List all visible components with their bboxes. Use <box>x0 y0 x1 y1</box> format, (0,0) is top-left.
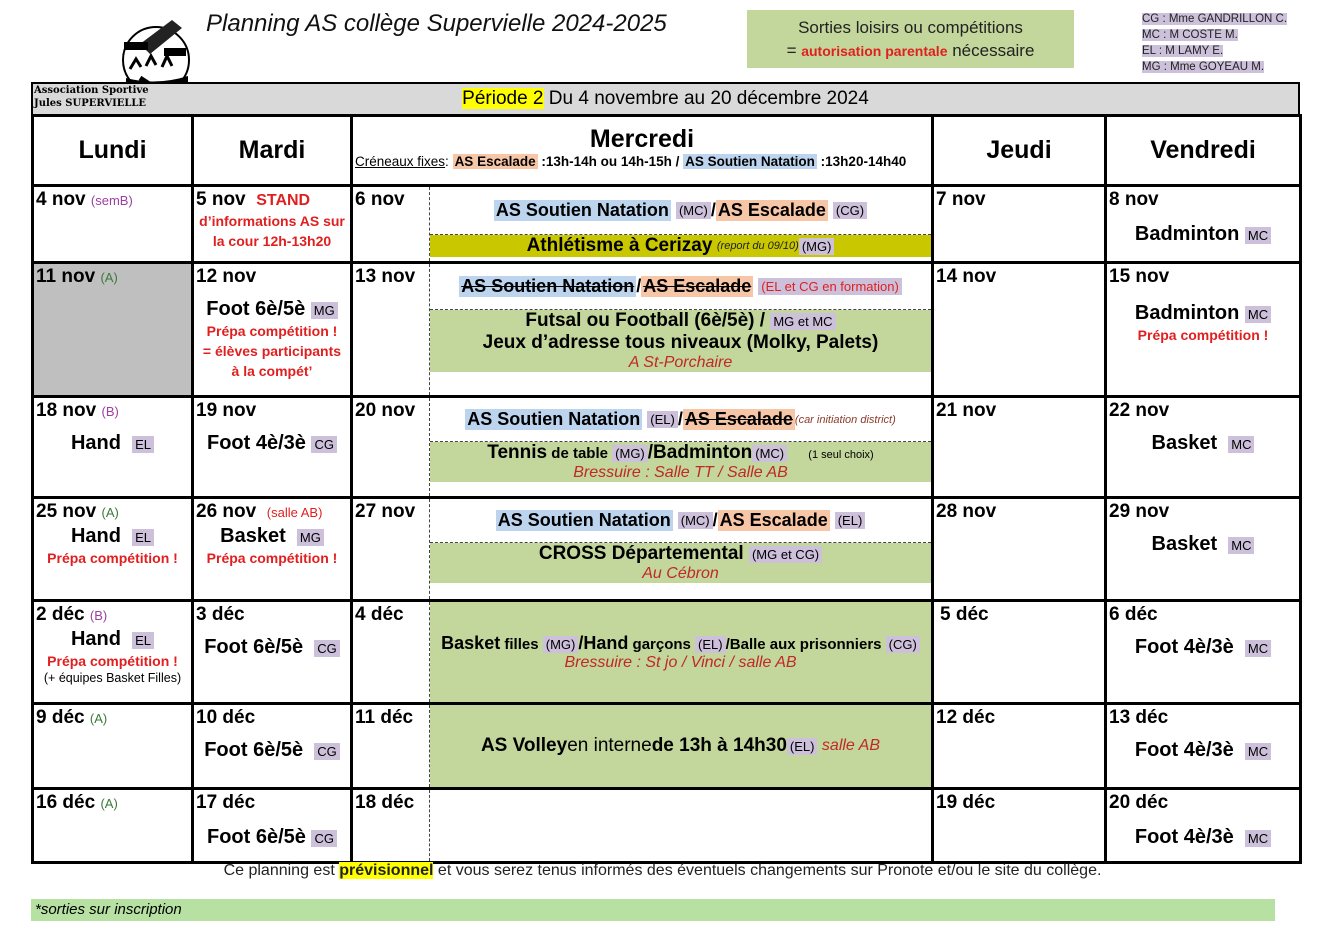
wednesday-activities: Basket filles (MG) /Hand garçons (EL) /Balle aux prisonniers (CG) Bressuire : St jo / Vinci / salle AB <box>430 601 933 704</box>
day-cell: 25 nov (A) Hand EL Prépa compétition ! <box>33 498 193 601</box>
day-cell: 19 nov Foot 4è/3è CG <box>193 397 352 498</box>
day-cell: 16 déc (A) <box>33 789 193 863</box>
day-cell: 5 déc <box>933 601 1106 704</box>
col-lundi: Lundi <box>33 116 193 186</box>
day-cell: 18 nov (B) Hand EL <box>33 397 193 498</box>
wednesday-activities: AS Soutien Natation (MC) / AS Escalade (CG) Athlétisme à Cerizay (report du 09/10) (MG) <box>430 186 933 263</box>
wednesday-activities: AS Soutien Natation (MC) / AS Escalade (EL) CROSS Départemental (MG et CG) Au Cébron <box>430 498 933 601</box>
wednesday-activities: AS Volley en interne de 13h à 14h30 (EL) salle AB <box>430 704 933 789</box>
week-row <box>33 186 1301 263</box>
wednesday-activities: AS Soutien Natation / AS Escalade (EL et CG en formation) Futsal ou Football (6è/5è) / MG et MC Jeux d’adresse tous niveaux (Molky, Palets) A St-Porchaire <box>430 263 933 397</box>
day-cell-holiday: 11 nov (A) <box>33 263 193 397</box>
legend-item: EL : M LAMY E. <box>1142 45 1224 57</box>
association-name: Association Sportive Jules SUPERVIELLE <box>34 85 149 109</box>
col-jeudi: Jeudi <box>933 116 1106 186</box>
period-dates: Du 4 novembre au 20 décembre 2024 <box>543 88 869 109</box>
teacher-legend <box>1142 11 1287 75</box>
week-row <box>33 601 1301 704</box>
day-cell: 29 nov Basket MC <box>1106 498 1301 601</box>
day-cell: 18 déc <box>352 789 430 863</box>
legend-item: MC : M COSTE M. <box>1142 29 1238 41</box>
period-label: Période 2 <box>462 88 544 109</box>
week-row <box>33 789 1301 863</box>
day-cell: 2 déc (B) Hand EL Prépa compétition ! (+ équipes Basket Filles) <box>33 601 193 704</box>
day-cell: 15 nov Badminton MC Prépa compétition ! <box>1106 263 1301 397</box>
authorization-notice <box>747 10 1074 68</box>
notice-line1: Sorties loisirs ou compétitions <box>798 18 1023 37</box>
day-cell: 10 déc Foot 6è/5è CG <box>193 704 352 789</box>
day-cell: 6 nov <box>352 186 430 263</box>
week-row <box>33 263 1301 397</box>
day-cell: 17 déc Foot 6è/5è CG <box>193 789 352 863</box>
col-mercredi: Mercredi Créneaux fixes: AS Escalade :13h-14h ou 14h-15h / AS Soutien Natation :13h20-14h40 <box>352 116 933 186</box>
day-cell: 9 déc (A) <box>33 704 193 789</box>
day-cell: 13 nov <box>352 263 430 397</box>
day-cell: 8 nov Badminton MC <box>1106 186 1301 263</box>
day-cell: 12 nov Foot 6è/5è MG Prépa compétition ! = élèves participants à la compét’ <box>193 263 352 397</box>
period-banner <box>31 82 1300 116</box>
day-cell: 12 déc <box>933 704 1106 789</box>
day-cell: 28 nov <box>933 498 1106 601</box>
notice-line2: = autorisation parentale nécessaire <box>786 41 1035 60</box>
week-row <box>33 498 1301 601</box>
day-cell: 5 nov STAND d’informations AS sur la cour 12h-13h20 <box>193 186 352 263</box>
day-cell: 6 déc Foot 4è/3è MC <box>1106 601 1301 704</box>
wednesday-activities: AS Soutien Natation (EL) / AS Escalade (car initiation district) Tennis de table (MG) /Badminton (MC) (1 seul choix) Bressuire : Salle TT / Salle AB <box>430 397 933 498</box>
fixed-slots: Créneaux fixes: AS Escalade :13h-14h ou 14h-15h / AS Soutien Natation :13h20-14h40 <box>355 154 907 169</box>
legend-item: CG : Mme GANDRILLON C. <box>1142 13 1288 25</box>
day-cell: 7 nov <box>933 186 1106 263</box>
day-cell: 4 déc <box>352 601 430 704</box>
col-vendredi: Vendredi <box>1106 116 1301 186</box>
day-cell: 3 déc Foot 6è/5è CG <box>193 601 352 704</box>
provisional-notice: Ce planning est prévisionnel et vous serez tenus informés des éventuels changements sur Pronote et/ou le site du collège. <box>223 862 1102 879</box>
day-cell: 19 déc <box>933 789 1106 863</box>
page-title: Planning AS collège Supervielle 2024-2025 <box>206 10 667 37</box>
registration-note: *sorties sur inscription <box>31 899 1275 921</box>
day-cell: 14 nov <box>933 263 1106 397</box>
col-mardi: Mardi <box>193 116 352 186</box>
schedule-table <box>31 114 1302 864</box>
wednesday-empty <box>430 789 933 863</box>
day-cell: 27 nov <box>352 498 430 601</box>
day-cell: 21 nov <box>933 397 1106 498</box>
day-cell: 11 déc <box>352 704 430 789</box>
day-cell: 4 nov (semB) <box>33 186 193 263</box>
legend-item: MG : Mme GOYEAU M. <box>1142 61 1265 73</box>
week-row <box>33 397 1301 498</box>
day-cell: 13 déc Foot 4è/3è MC <box>1106 704 1301 789</box>
day-cell: 20 déc Foot 4è/3è MC <box>1106 789 1301 863</box>
header-row <box>33 116 1301 186</box>
day-cell: 26 nov (salle AB) Basket MG Prépa compétition ! <box>193 498 352 601</box>
day-cell: 22 nov Basket MC <box>1106 397 1301 498</box>
week-row <box>33 704 1301 789</box>
day-cell: 20 nov <box>352 397 430 498</box>
